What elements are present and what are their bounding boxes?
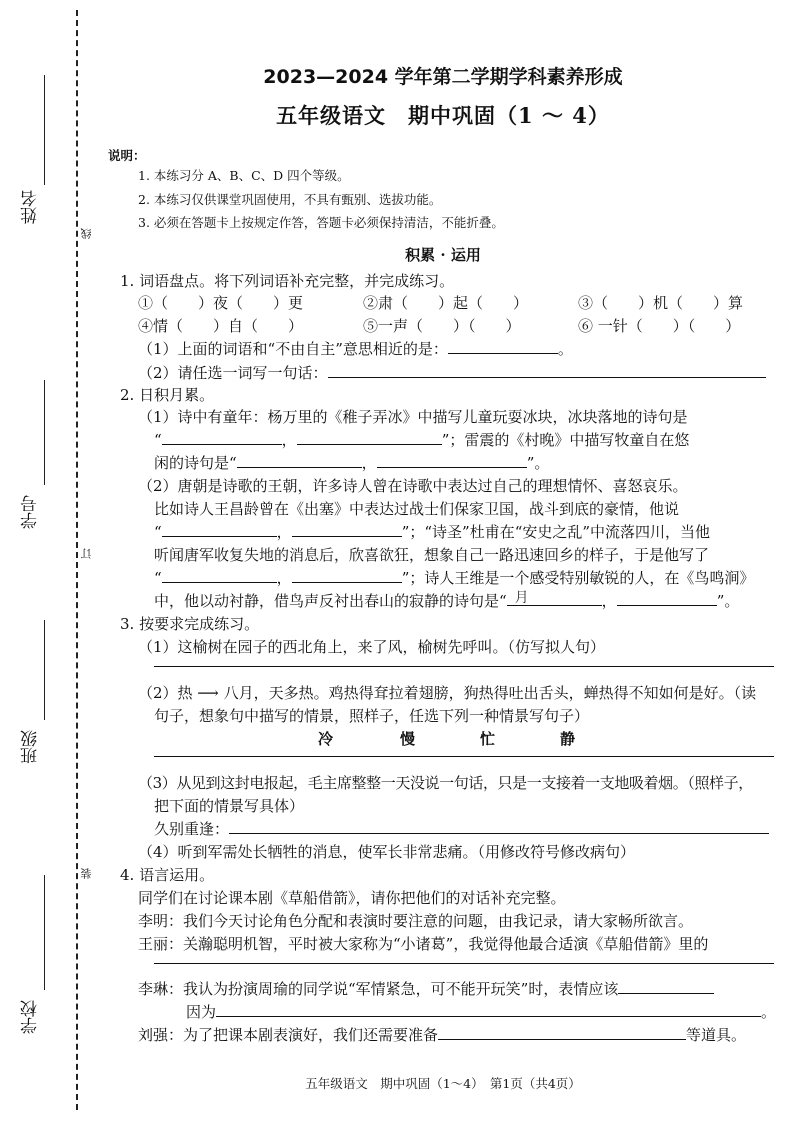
q3-s3b: 把下面的情景写具体）	[154, 797, 305, 815]
q1-sub2	[138, 362, 766, 383]
q1-word-1: ①（ ）夜（ ）更	[138, 294, 304, 312]
q3-stem: 3. 按要求完成练习。	[120, 615, 260, 633]
answer-blank[interactable]	[292, 568, 402, 583]
q2-p1a: （1）诗中有童年：杨万里的《稚子弄冰》中描写儿童玩耍冰块，冰块落地的诗句是	[138, 408, 688, 426]
q2-p1b: “ ， ”；雷震的《村晚》中描写牧童自在悠	[154, 431, 690, 449]
name-field[interactable]	[44, 75, 45, 185]
q4-line4b-text: 等道具。	[686, 1026, 747, 1044]
cut-char-ding: 订	[80, 548, 93, 559]
q2-p1c: 闲的诗句是“ ， ”。	[154, 454, 550, 472]
q1-word-3: ③（ ）机（ ）算	[578, 294, 744, 312]
q4-line3b: 因为 。	[186, 1003, 777, 1021]
q2-p2c: “ ， ”；“诗圣”杜甫在“安史之乱”中流落四川，当他	[154, 523, 711, 541]
q2-p2a: （2）唐朝是诗歌的王朝，许多诗人曾在诗歌中表达过自己的理想情怀、喜怒哀乐。	[138, 477, 688, 495]
q4-stem: 4. 语言运用。	[120, 866, 215, 884]
q4-line2: 王丽：关瀚聪明机智，平时被大家称为“小诸葛”，我觉得他最合适演《草船借箭》里的	[138, 935, 709, 953]
class-label: 班级	[21, 730, 41, 764]
q3-option: 静	[560, 730, 576, 748]
q2-p2f-text: 中，他以动衬静，借鸟声反衬出春山的寂静的诗句是“	[154, 592, 507, 610]
q4-line3a-text: 李琳：我认为扮演周瑜的同学说“军情紧急，可不能开玩笑”时，表情应该	[138, 980, 619, 998]
q1-sub1: （1）上面的词语和“不由自主”意思相近的是： 。	[138, 340, 573, 358]
q1-word-4: ④情（ ）自（ ）	[138, 317, 304, 335]
q4-line4a-text: 刘强：为了把课本剧表演好，我们还需要准备	[138, 1026, 439, 1044]
q4-intro: 同学们在讨论课本剧《草船借箭》，请你把他们的对话补充完整。	[138, 889, 566, 907]
section-title: 积累 · 运用	[405, 246, 481, 264]
q3-option: 冷	[318, 730, 334, 748]
page-footer: 五年级语文 期中巩固（1～4） 第1页（共4页）	[305, 1076, 581, 1091]
student-id-label: 学号	[21, 495, 41, 529]
answer-blank[interactable]	[229, 819, 769, 834]
answer-blank[interactable]	[162, 568, 277, 583]
school-field[interactable]	[44, 875, 45, 990]
page-title: 2023—2024 学年第二学期学科素养形成	[263, 66, 623, 88]
school-label: 学校	[21, 1000, 41, 1034]
answer-blank[interactable]	[297, 430, 442, 445]
q3-s3c-text: 久别重逢：	[154, 820, 230, 838]
answer-blank[interactable]	[292, 522, 402, 537]
answer-line[interactable]	[154, 963, 774, 964]
cut-char-zhuang: 装	[80, 868, 93, 879]
q2-p1c-text: 闲的诗句是“	[154, 454, 237, 472]
binding-strip	[0, 0, 100, 1124]
q1-sub2-text: （2）请任选一词写一句话：	[138, 364, 328, 382]
q2-p2b: 比如诗人王昌龄曾在《出塞》中表达过战士们保家卫国，战斗到底的豪情，他说	[154, 500, 680, 518]
q3-s3a: （3）从见到这封电报起，毛主席整整一天没说一句话，只是一支接着一支地吸着烟。（照样子，	[138, 774, 753, 792]
q1-sub1-text: （1）上面的词语和“不由自主”意思相近的是：	[138, 340, 448, 358]
q3-option: 慢	[400, 730, 416, 748]
q2-stem: 2. 日积月累。	[120, 386, 215, 404]
answer-blank[interactable]	[162, 522, 277, 537]
name-label: 姓名	[21, 190, 41, 224]
q1-word-6: ⑥ 一针（ ）（ ）	[578, 317, 741, 335]
q4-line1: 李明：我们今天讨论角色分配和表演时要注意的问题，由我记录，请大家畅所欲言。	[138, 912, 694, 930]
q3-s3c	[154, 818, 769, 839]
q2-p2f: 中，他以动衬静，借鸟声反衬出春山的寂静的诗句是“ 月 ， ”。	[154, 590, 739, 611]
cut-char-line: 线	[80, 228, 93, 239]
q4-line3a	[138, 978, 714, 999]
note-item: 2. 本练习仅供课堂巩固使用，不具有甄别、选拔功能。	[138, 192, 442, 207]
note-item: 1. 本练习分 A、B、C、D 四个等级。	[138, 168, 350, 183]
q4-line4	[138, 1024, 746, 1045]
notes-heading: 说明：	[108, 148, 146, 163]
answer-blank[interactable]	[507, 591, 602, 606]
answer-blank[interactable]	[618, 979, 714, 994]
student-id-field[interactable]	[44, 380, 45, 485]
answer-line[interactable]	[154, 666, 774, 667]
q4-line3b-text: 因为	[186, 1003, 217, 1021]
q3-s4: （4）听到军需处长牺牲的消息，使军长非常悲痛。（用修改符号修改病句）	[138, 843, 636, 861]
class-field[interactable]	[44, 620, 45, 720]
q3-s1: （1）这榆树在园子的西北角上，来了风，榆树先呼叫。（仿写拟人句）	[138, 638, 606, 656]
handwritten-mark: 月	[514, 590, 529, 606]
q2-p1b-text: ”；雷震的《村晚》中描写牧童自在悠	[441, 431, 690, 449]
answer-blank[interactable]	[617, 591, 717, 606]
q2-p2d: 听闻唐军收复失地的消息后，欣喜欲狂，想象自己一路迅速回乡的样子，于是他写了	[154, 546, 710, 564]
q1-word-5: ⑤一声（ ）（ ）	[363, 317, 521, 335]
answer-blank[interactable]	[328, 363, 766, 378]
answer-line[interactable]	[154, 756, 774, 757]
answer-blank[interactable]	[237, 453, 362, 468]
cut-line	[76, 10, 78, 1110]
q3-option: 忙	[480, 730, 496, 748]
q1-stem: 1. 词语盘点。将下列词语补充完整，并完成练习。	[120, 272, 455, 290]
q3-s2a: （2）热 ⟶ 八月，天多热。鸡热得耷拉着翅膀，狗热得吐出舌头，蝉热得不知如何是好。（读	[138, 684, 757, 702]
page-subtitle: 五年级语文 期中巩固（1 ～ 4）	[276, 103, 610, 128]
answer-blank[interactable]	[377, 453, 527, 468]
q2-p2e: “ ， ”；诗人王维是一个感受特别敏锐的人，在《鸟鸣涧》	[154, 569, 755, 587]
q3-s2b: 句子，想象句中描写的情景，照样子，任选下列一种情景写句子）	[154, 707, 590, 725]
answer-blank[interactable]	[448, 339, 558, 354]
answer-blank[interactable]	[216, 1002, 761, 1017]
q2-p2c-text: ”；“诗圣”杜甫在“安史之乱”中流落四川，当他	[401, 523, 711, 541]
answer-blank[interactable]	[162, 430, 282, 445]
note-item: 3. 必须在答题卡上按规定作答，答题卡必须保持清洁，不能折叠。	[138, 215, 504, 230]
q1-word-2: ②肃（ ）起（ ）	[363, 294, 529, 312]
answer-blank[interactable]	[438, 1025, 686, 1040]
q2-p2e-text: ”；诗人王维是一个感受特别敏锐的人，在《鸟鸣涧》	[401, 569, 755, 587]
